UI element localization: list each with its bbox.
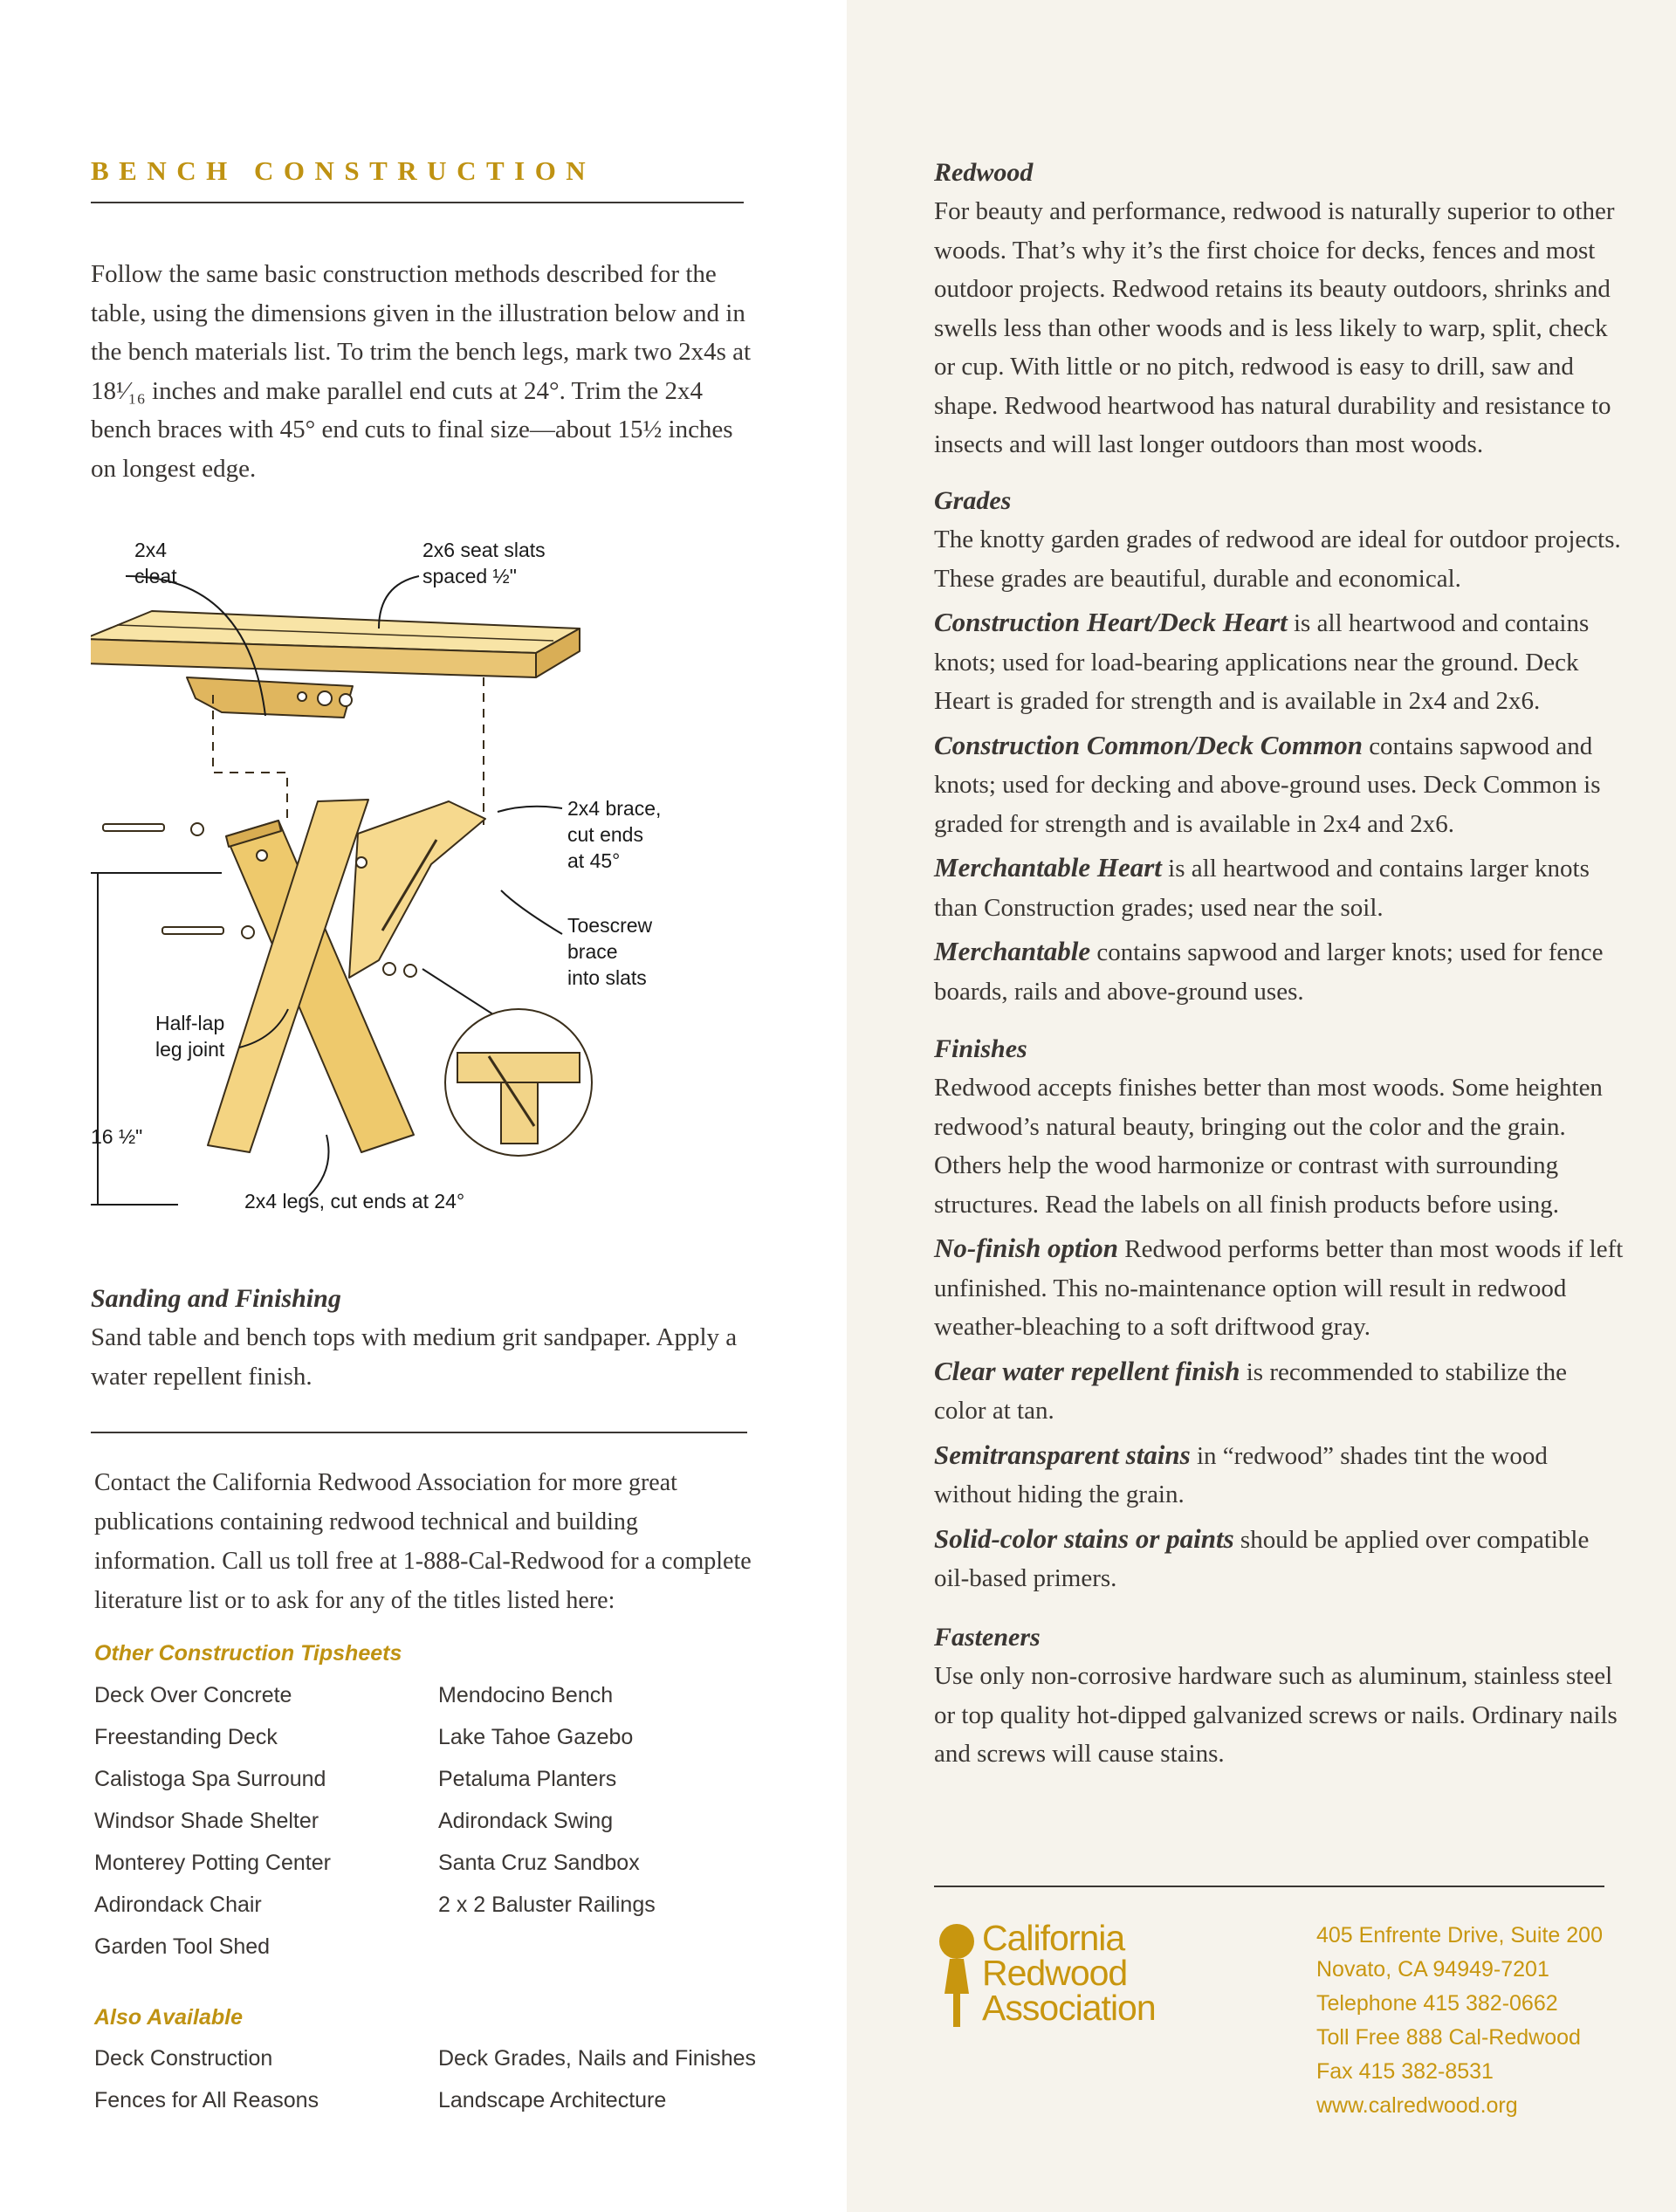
bolt-icon [103, 824, 164, 831]
grade-description: is all heartwood and contains larger knots than Construction grades; used near the soil. [934, 855, 1590, 922]
tipsheet-item[interactable]: Deck Over Concrete [94, 1683, 292, 1707]
grades-text: The knotty garden grades of redwood are ideal for outdoor projects. These grades are beautiful, durable and economical. [934, 526, 1621, 593]
grade-entry [934, 932, 1624, 1011]
bolt-icon [162, 927, 223, 934]
leader-line [309, 1135, 329, 1196]
nut-icon [340, 694, 352, 706]
sanding-section [91, 1280, 754, 1396]
also-available-item[interactable]: Fences for All Reasons [94, 2088, 319, 2112]
finish-entry [934, 1520, 1624, 1598]
label-halflap-1: Half-lap [155, 1012, 225, 1034]
finish-term: No-finish option [934, 1233, 1119, 1263]
bolt-hole-icon [356, 857, 367, 868]
brace [349, 801, 485, 978]
section-title: BENCH CONSTRUCTION [91, 155, 596, 186]
grade-description: contains sapwood and larger knots; used for fence boards, rails and above-ground uses. [934, 938, 1604, 1006]
logo-line: Association [982, 1988, 1156, 2028]
label-slats-2: spaced ½" [422, 565, 517, 587]
tipsheet-item[interactable]: Garden Tool Shed [94, 1934, 271, 1959]
fasteners-section [934, 1618, 1624, 1774]
label-cleat-1: 2x4 [134, 539, 168, 561]
bolt-hole-icon [257, 850, 267, 861]
grade-description: contains sapwood and knots; used for decking and above-ground uses. Deck Common is graded for strength and is available in 2x4 and 2x6. [934, 732, 1601, 838]
tipsheet-item[interactable]: Calistoga Spa Surround [94, 1767, 326, 1791]
washer-icon [191, 823, 203, 835]
finish-entry [934, 1436, 1624, 1515]
grades-section [934, 482, 1624, 1011]
label-cleat-2: cleat [134, 565, 177, 587]
bolt-head-icon [318, 691, 332, 705]
tipsheet-item[interactable]: Santa Cruz Sandbox [438, 1851, 640, 1875]
tipsheet-item[interactable]: 2 x 2 Baluster Railings [438, 1893, 656, 1917]
finishes-section [934, 1030, 1624, 1598]
tipsheet-item[interactable]: Adirondack Chair [94, 1893, 262, 1917]
contact-text: Contact the California Redwood Association for more great publications containing redwood technical and building information. Call us toll free at 1-888-Cal-Redwood for a complete literature list or to ask for any of the titles listed here: [94, 1469, 752, 1614]
address-block [1316, 1919, 1603, 2123]
finish-term: Solid-color stains or paints [934, 1522, 1234, 1554]
tipsheet-item[interactable]: Windsor Shade Shelter [94, 1809, 319, 1833]
finish-term: Semitransparent stains [934, 1439, 1191, 1470]
finish-entry [934, 1229, 1624, 1347]
grade-term: Merchantable [934, 936, 1091, 966]
address-line: Novato, CA 94949-7201 [1316, 1957, 1549, 1982]
label-brace-2: cut ends [567, 823, 643, 846]
also-available-heading: Also Available [94, 2005, 243, 2030]
label-brace-3: at 45° [567, 849, 621, 872]
washer-icon [383, 963, 395, 975]
nut-icon [404, 965, 416, 977]
sanding-text: Sand table and bench tops with medium grit sandpaper. Apply a water repellent finish. [91, 1323, 738, 1391]
grade-term: Merchantable Heart [934, 852, 1162, 883]
label-legs: 2x4 legs, cut ends at 24° [244, 1190, 465, 1212]
washer-icon [242, 926, 254, 938]
grades-heading: Grades [934, 486, 1012, 515]
fasteners-heading: Fasteners [934, 1623, 1041, 1652]
grade-description: is all heartwood and contains knots; used for load-bearing applications near the ground. Deck Heart is graded for strength and is available in 2x4 and 2x6. [934, 609, 1590, 715]
fax-line: Fax 415 382-8531 [1316, 2059, 1494, 2084]
finishes-text: Redwood accepts finishes better than most woods. Some heighten redwood’s natural beauty, bringing out the color and the grain. Others help the wood harmonize or contrast with surrounding structures. Read the labels on all finish products before using. [934, 1074, 1603, 1219]
redwood-heading: Redwood [934, 158, 1034, 187]
label-halflap-2: leg joint [155, 1038, 225, 1061]
leader-line [498, 807, 562, 812]
also-available-item[interactable]: Deck Grades, Nails and Finishes [438, 2046, 757, 2071]
fasteners-text: Use only non-corrosive hardware such as aluminum, stainless steel or top quality hot-dipped galvanized screws or nails. Ordinary nails and screws will cause stains. [934, 1662, 1618, 1768]
finishes-heading: Finishes [934, 1034, 1027, 1063]
finish-term: Clear water repellent finish [934, 1355, 1240, 1386]
grade-term: Construction Common/Deck Common [934, 729, 1363, 760]
label-toescrew-3: into slats [567, 966, 647, 989]
finish-entry [934, 1352, 1624, 1431]
redwood-text: For beauty and performance, redwood is naturally superior to other woods. That’s why it’s the first choice for decks, fences and most outdoor projects. Redwood retains its beauty outdoors, shrinks and swells less than other woods and is less likely to warp, split, check or cup. With little or no pitch, redwood is easy to drill, saw and shape. Redwood heartwood has natural durability and resistance to insects and will last longer outdoors than most woods. [934, 197, 1615, 458]
tipsheet-item[interactable]: Mendocino Bench [438, 1683, 614, 1707]
tipsheet-item[interactable]: Monterey Potting Center [94, 1851, 331, 1875]
footer-divider [934, 1886, 1604, 1887]
grade-entry [934, 726, 1624, 844]
label-toescrew-1: Toescrew [567, 914, 653, 937]
also-available-item[interactable]: Deck Construction [94, 2046, 273, 2071]
finish-description: Redwood performs better than most woods if left unfinished. This no-maintenance option will result in redwood weather-bleaching to a soft driftwood gray. [934, 1235, 1624, 1341]
toll-free-line: Toll Free 888 Cal-Redwood [1316, 2025, 1581, 2050]
tipsheet-item[interactable]: Lake Tahoe Gazebo [438, 1725, 634, 1749]
label-brace-1: 2x4 brace, [567, 797, 662, 820]
tipsheet-item[interactable]: Freestanding Deck [94, 1725, 278, 1749]
tipsheet-item[interactable]: Adirondack Swing [438, 1809, 614, 1833]
finish-description: should be applied over compatible oil-based primers. [934, 1525, 1590, 1592]
label-height: 16 ½" [91, 1125, 143, 1148]
grade-entry [934, 603, 1624, 721]
label-toescrew-2: brace [567, 940, 618, 963]
tipsheets-heading: Other Construction Tipsheets [94, 1641, 402, 1666]
leader-line [501, 890, 562, 934]
phone-line: Telephone 415 382-0662 [1316, 1991, 1558, 2016]
contact-divider [91, 1432, 747, 1433]
website-link[interactable]: www.calredwood.org [1316, 2093, 1518, 2118]
logo-wordmark [982, 1918, 1156, 2028]
washer-icon [298, 692, 306, 701]
logo-line: Redwood [982, 1953, 1128, 1993]
finish-description: is recommended to stabilize the color at tan. [934, 1357, 1567, 1425]
grade-term: Construction Heart/Deck Heart [934, 607, 1288, 637]
label-slats-1: 2x6 seat slats [422, 539, 546, 561]
bench-diagram [91, 524, 754, 1240]
redwood-section [934, 154, 1624, 464]
finish-description: in “redwood” shades tint the wood without hiding the grain. [934, 1441, 1548, 1508]
grade-entry [934, 848, 1624, 927]
sanding-heading: Sanding and Finishing [91, 1284, 341, 1313]
also-available-item[interactable]: Landscape Architecture [438, 2088, 667, 2112]
title-divider [91, 202, 744, 203]
logo-line: California [982, 1918, 1125, 1958]
address-line: 405 Enfrente Drive, Suite 200 [1316, 1923, 1603, 1948]
tipsheet-item[interactable]: Petaluma Planters [438, 1767, 617, 1791]
bench-intro: Follow the same basic construction methods described for the table, using the dimensions given in the illustration below and in the bench materials list. To trim the bench legs, mark two 2x4s at 18¹⁄₁₆ inches and make parallel end cuts at 24°. Trim the 2x4 bench braces with 45° end cuts to final size—about 15½ inches on longest edge. [91, 260, 752, 483]
